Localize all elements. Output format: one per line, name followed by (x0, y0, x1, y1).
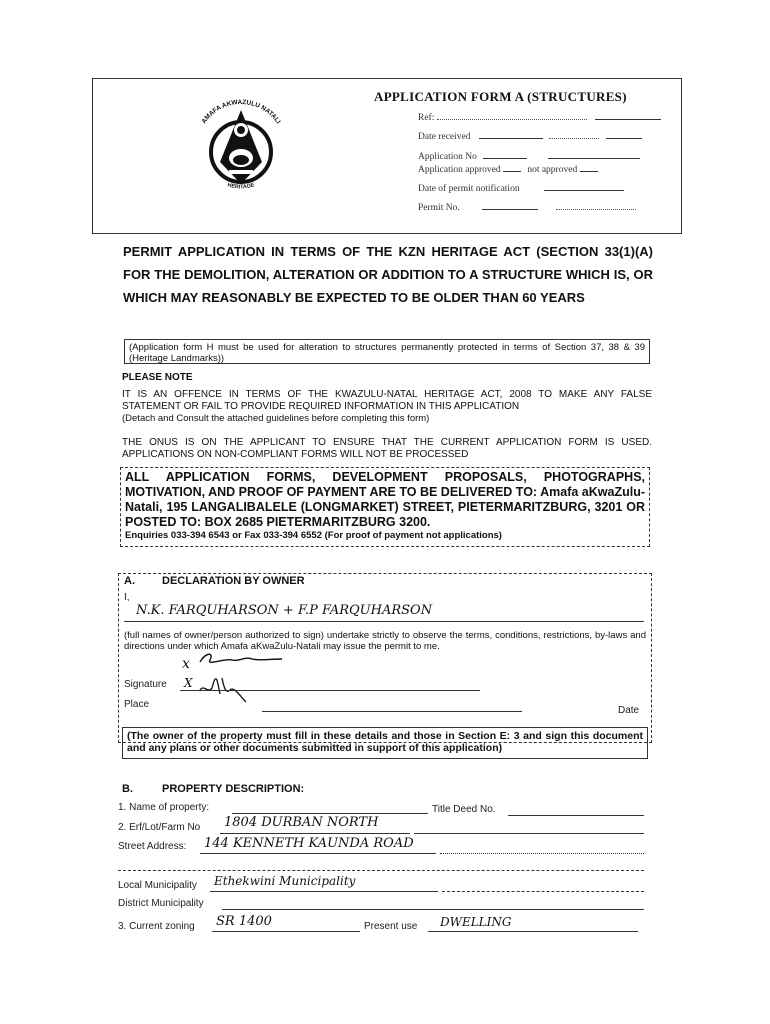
please-note-para2: THE ONUS IS ON THE APPLICANT TO ENSURE THAT THE CURRENT APPLICATION FORM IS USED. APPLICATIONS ON NON-COMPLIANT FORMS WILL NOT BE PROCESSED (122, 437, 652, 460)
application-no-field-2[interactable] (548, 158, 640, 159)
date-received-field-2[interactable] (549, 138, 599, 139)
current-zoning-handwritten[interactable]: SR 1400 (216, 914, 272, 929)
approval-row (418, 165, 598, 175)
owner-names-line (124, 621, 644, 622)
district-municipality-label: District Municipality (118, 898, 204, 909)
please-note-heading: PLEASE NOTE (122, 372, 193, 383)
owner-names-handwritten[interactable]: N.K. FARQUHARSON + F.P FARQUHARSON (136, 603, 433, 618)
date-received-row (418, 132, 642, 142)
signature-label: Signature (124, 679, 167, 690)
property-name-field[interactable] (232, 813, 428, 814)
amafa-seal-logo (186, 92, 296, 202)
section-b-heading: PROPERTY DESCRIPTION: (162, 783, 305, 795)
not-approved-field[interactable] (580, 171, 598, 172)
street-address-handwritten[interactable]: 144 KENNETH KAUNDA ROAD (204, 836, 414, 851)
owner-note: (The owner of the property must fill in these details and those in Section E: 3 and sign this document and any plans or other documents submitted in support of this application) (127, 730, 643, 754)
date-received-field[interactable] (479, 138, 543, 139)
signature-x: X (184, 676, 193, 690)
ref-row (418, 113, 661, 123)
date-received-field-3[interactable] (606, 138, 642, 139)
current-zoning-label: 3. Current zoning (118, 921, 195, 932)
district-municipality-field[interactable] (222, 909, 644, 910)
current-zoning-line (212, 931, 360, 932)
permit-no-field-2[interactable] (556, 209, 636, 210)
seal-top-text: AMAFA AKWAZULU NATALI (200, 98, 282, 126)
please-note-para1: IT IS AN OFFENCE IN TERMS OF THE KWAZULU-NATAL HERITAGE ACT, 2008 TO MAKE ANY FALSE STATEMENT OR FAIL TO PROVIDE REQUIRED INFORMATION IN THIS APPLICATION (122, 389, 652, 412)
present-use-handwritten[interactable]: DWELLING (440, 915, 512, 929)
title-deed-field[interactable] (508, 815, 644, 816)
street-address-line (200, 853, 436, 854)
please-note-para1-sub: (Detach and Consult the attached guidelines before completing this form) (122, 413, 430, 424)
property-name-label: 1. Name of property: (118, 802, 210, 813)
ref-field-2[interactable] (595, 119, 661, 120)
signature-mark: x (182, 656, 190, 672)
local-municipality-handwritten[interactable]: Ethekwini Municipality (214, 874, 356, 888)
permit-notification-label: Date of permit notification (418, 184, 520, 194)
section-a-heading: DECLARATION BY OWNER (162, 575, 305, 587)
erf-value-handwritten[interactable]: 1804 DURBAN NORTH (224, 815, 379, 830)
section-b-letter: B. (122, 783, 133, 795)
signature-scribble[interactable] (196, 670, 256, 706)
signature-line (180, 690, 480, 691)
erf-line-2 (414, 833, 644, 834)
title-deed-label: Title Deed No. (432, 804, 496, 815)
erf-line (220, 833, 410, 834)
street-address-line-2 (440, 853, 644, 854)
application-no-row (418, 152, 640, 162)
not-approved-label: not approved (527, 165, 578, 175)
permit-notification-row (418, 184, 624, 194)
seal-bottom-text: HERITAGE (226, 182, 256, 191)
local-municipality-label: Local Municipality (118, 880, 197, 891)
approved-field[interactable] (503, 171, 521, 172)
delivery-instructions-text: ALL APPLICATION FORMS, DEVELOPMENT PROPOSALS, PHOTOGRAPHS, MOTIVATION, AND PROOF OF PAYMENT ARE TO BE DELIVERED TO: Amafa aKwaZulu-Natali, 195 LANGALIBALELE (LONGMARKET) STREET, PIETERMARITZBURG, 3201 OR POSTED TO: BOX 2685 PIETERMARITZBURG 3200. (125, 470, 645, 529)
owner-note-box (122, 727, 648, 759)
ref-label: Ref: (418, 113, 435, 123)
form-h-note: (Application form H must be used for alteration to structures permanently protected in terms of Section 37, 38 & 39 (Heritage Landmarks)) (124, 339, 650, 364)
section-a-letter: A. (124, 575, 135, 587)
ref-field[interactable] (437, 119, 587, 120)
erf-label: 2. Erf/Lot/Farm No (118, 822, 201, 833)
local-municipality-line-2 (442, 891, 644, 892)
application-no-field[interactable] (483, 158, 527, 159)
owner-names-note: (full names of owner/person authorized to sign) undertake strictly to observe the terms, conditions, restrictions, by-laws and directions under which Amafa aKwaZulu-Natali may issue the permit to me. (124, 630, 646, 652)
street-address-label: Street Address: (118, 841, 187, 852)
date-received-label: Date received (418, 132, 471, 142)
approved-label: Application approved (418, 165, 501, 175)
permit-no-row (418, 203, 636, 213)
section-a-i-label: I, (124, 592, 130, 603)
main-title: PERMIT APPLICATION IN TERMS OF THE KZN HERITAGE ACT (SECTION 33(1)(A) FOR THE DEMOLITION, ALTERATION OR ADDITION TO A STRUCTURE WHICH IS, OR WHICH MAY REASONABLY BE EXPECTED TO BE OLDER THAN 60 YEARS (123, 244, 653, 305)
street-address-line-3 (118, 870, 644, 871)
signature-scribble-top (196, 650, 286, 670)
permit-no-label: Permit No. (418, 203, 460, 213)
delivery-instructions-box (120, 467, 650, 547)
local-municipality-line (210, 891, 438, 892)
form-title: APPLICATION FORM A (STRUCTURES) (374, 89, 627, 104)
application-no-label: Application No (418, 152, 477, 162)
place-label: Place (124, 699, 150, 710)
place-line[interactable] (262, 711, 522, 712)
permit-notification-field[interactable] (544, 190, 624, 191)
present-use-label: Present use (364, 921, 418, 932)
present-use-line (428, 931, 638, 932)
date-label: Date (618, 705, 640, 716)
enquiries-text: Enquiries 033-394 6543 or Fax 033-394 6552 (For proof of payment not applications) (125, 530, 502, 541)
permit-no-field[interactable] (482, 209, 538, 210)
